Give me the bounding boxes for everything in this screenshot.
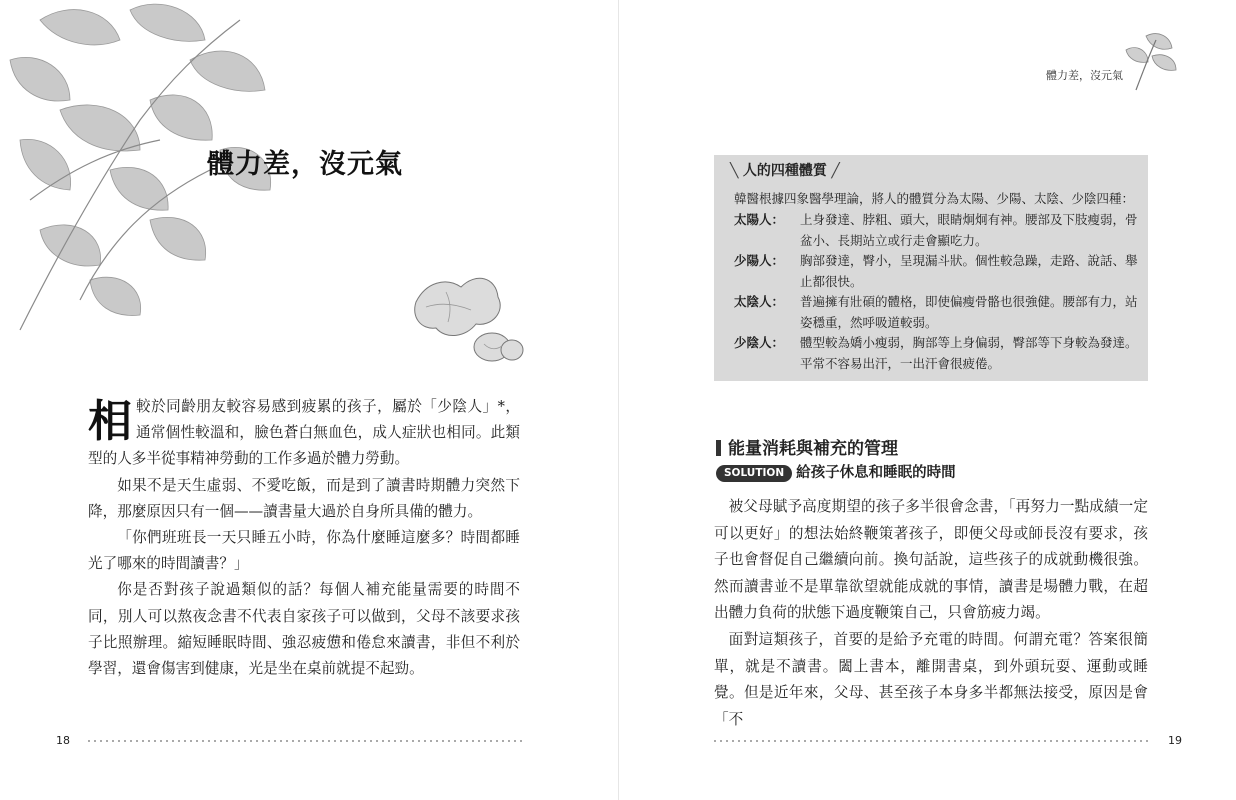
type-label: 少陽人： — [734, 253, 785, 268]
type-desc: 上身發達、脖粗、頭大，眼睛炯炯有神。腰部及下肢瘦弱，骨盆小、長期站立或行走會顯吃力。 — [800, 212, 1138, 248]
paragraph-1: 被父母賦予高度期望的孩子多半很會念書，「再努力一點成績一定可以更好」的想法始終鞭策著孩子，即便父母或師長沒有要求，孩子也會督促自己繼續向前。換句話說，這些孩子的成就動機很強。然而讀書並不是單靠欲望就能成就的事情，讀書是場體力戰，在超出體力負荷的狀態下過度鞭策自己，只會筋疲力竭。 — [714, 498, 1148, 622]
page-number-left: 18 — [56, 734, 70, 747]
page-number-right: 19 — [1168, 734, 1182, 747]
info-box-title: ╲ 人的四種體質 ╱ — [730, 163, 840, 179]
paragraph-2: 面對這類孩子，首要的是給予充電的時間。何謂充電？答案很簡單，就是不讀書。闔上書本，離開書桌，到外頭玩耍、運動或睡覺。但是近年來，父母、甚至孩子本身多半都無法接受，原因是會「不 — [714, 630, 1148, 728]
section-heading: 能量消耗與補充的管理 — [716, 434, 898, 459]
page-gutter — [618, 0, 619, 800]
solution-subheading — [716, 461, 956, 482]
paragraph-4: 你是否對孩子說過類似的話？每個人補充能量需要的時間不同，別人可以熬夜念書不代表自家孩子可以做到，父母不該要求孩子比照辦理。縮短睡眠時間、強忍疲憊和倦怠來讀書，非但不利於學習，還會傷害到健康，光是坐在桌前就提不起勁。 — [88, 581, 520, 678]
solution-title: 給孩子休息和睡眠的時間 — [796, 465, 956, 481]
type-label: 太陽人： — [734, 212, 785, 227]
paragraph-3: 「你們班班長一天只睡五小時，你為什麼睡這麼多？時間都睡光了哪來的時間讀書？」 — [88, 529, 520, 573]
decorative-dot-rule-right — [714, 738, 1150, 744]
leaf-icon — [1116, 28, 1182, 92]
type-label: 少陰人： — [734, 335, 785, 350]
decorative-dot-rule-left — [88, 738, 524, 744]
type-desc: 胸部發達，臀小，呈現漏斗狀。個性較急躁，走路、說話、舉止都很快。 — [800, 253, 1138, 289]
left-body-text — [88, 394, 520, 682]
info-box-intro: 韓醫根據四象醫學理論，將人的體質分為太陽、少陽、太陰、少陰四種： — [734, 191, 1135, 206]
type-label: 太陰人： — [734, 294, 785, 309]
section-bar-icon — [716, 440, 721, 456]
right-body-text — [714, 494, 1148, 733]
chapter-title: 體力差，沒元氣 — [207, 149, 403, 180]
type-desc: 普遍擁有壯碩的體格，即使偏瘦骨骼也很強健。腰部有力，站姿穩重，然呼吸道較弱。 — [800, 294, 1138, 330]
type-desc: 體型較為嬌小瘦弱，胸部等上身偏弱，臀部等下身較為發達。平常不容易出汗，一出汗會很疲倦。 — [800, 335, 1138, 371]
drop-cap: 相 — [88, 396, 132, 447]
paragraph-1 — [88, 394, 520, 473]
solution-badge: SOLUTION — [716, 465, 792, 482]
paragraph-2: 如果不是天生虛弱、不愛吃飯，而是到了讀書時期體力突然下降，那麼原因只有一個——讀書量大過於自身所具備的體力。 — [88, 476, 520, 520]
paragraph-1-text: 較於同齡朋友較容易感到疲累的孩子，屬於「少陰人」*，通常個性較溫和，臉色蒼白無血色，成人症狀也相同。此類型的人多半從事精神勞動的工作多過於體力勞動。 — [88, 398, 520, 468]
ginger-illustration — [406, 262, 526, 372]
constitution-info-box — [714, 155, 1148, 381]
running-head: 體力差，沒元氣 — [1046, 69, 1123, 82]
